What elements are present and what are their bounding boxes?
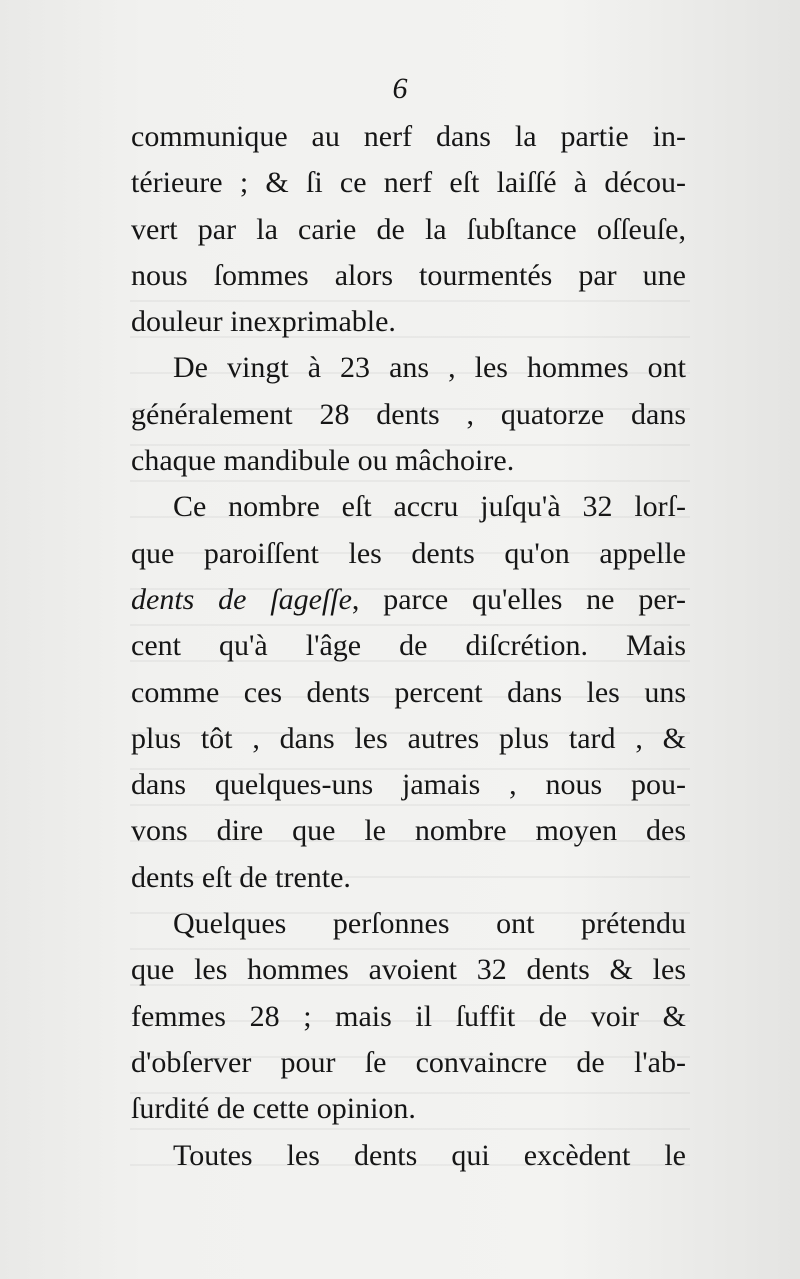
paragraph-1	[131, 114, 686, 345]
text-line: cent qu'à l'âge de diſcrétion. Mais	[131, 629, 686, 663]
body-text	[131, 114, 686, 1179]
text-line: plus tôt , dans les autres plus tard , &	[131, 721, 686, 755]
text-line: De vingt à 23 ans , les hommes ont	[173, 351, 686, 385]
text-line: femmes 28 ; mais il ſuffit de voir &	[131, 999, 686, 1033]
text-line: douleur inexprimable.	[131, 305, 396, 339]
paragraph-2	[131, 345, 686, 484]
italic-phrase: dents de ſageſſe	[131, 582, 352, 616]
text-line: dans quelques-uns jamais , nous pou-	[131, 768, 686, 802]
paragraph-5	[131, 1133, 686, 1179]
text-line: chaque mandibule ou mâchoire.	[131, 444, 515, 478]
text-line: que les hommes avoient 32 dents & les	[131, 953, 686, 987]
text-line: Toutes les dents qui excèdent le	[173, 1138, 686, 1172]
text-line: térieure ; & ſi ce nerf eſt laiſſé à décou-	[131, 166, 686, 200]
text-line: ſurdité de cette opinion.	[131, 1092, 416, 1126]
page-number: 6	[392, 72, 408, 105]
text-fragment: , parce qu'elles ne per-	[351, 582, 687, 616]
text-line: vons dire que le nombre moyen des	[131, 814, 686, 848]
text-line: que paroiſſent les dents qu'on appelle	[131, 536, 686, 570]
text-line: généralement 28 dents , quatorze dans	[131, 397, 686, 431]
text-line: vert par la carie de la ſubſtance oſſeuſe,	[131, 212, 686, 246]
text-line: Ce nombre eſt accru juſqu'à 32 lorſ-	[173, 490, 686, 524]
text-line: nous ſommes alors tourmentés par une	[131, 258, 686, 292]
text-line: communique au nerf dans la partie in-	[131, 120, 686, 153]
text-line: dents eſt de trente.	[131, 860, 351, 894]
paragraph-3	[131, 484, 686, 901]
text-line: d'obſerver pour ſe convaincre de l'ab-	[131, 1045, 686, 1079]
text-line: comme ces dents percent dans les uns	[131, 675, 686, 709]
paragraph-4	[131, 901, 686, 1132]
text-line-mixed	[131, 577, 686, 623]
text-line: Quelques perſonnes ont prétendu	[173, 907, 686, 941]
